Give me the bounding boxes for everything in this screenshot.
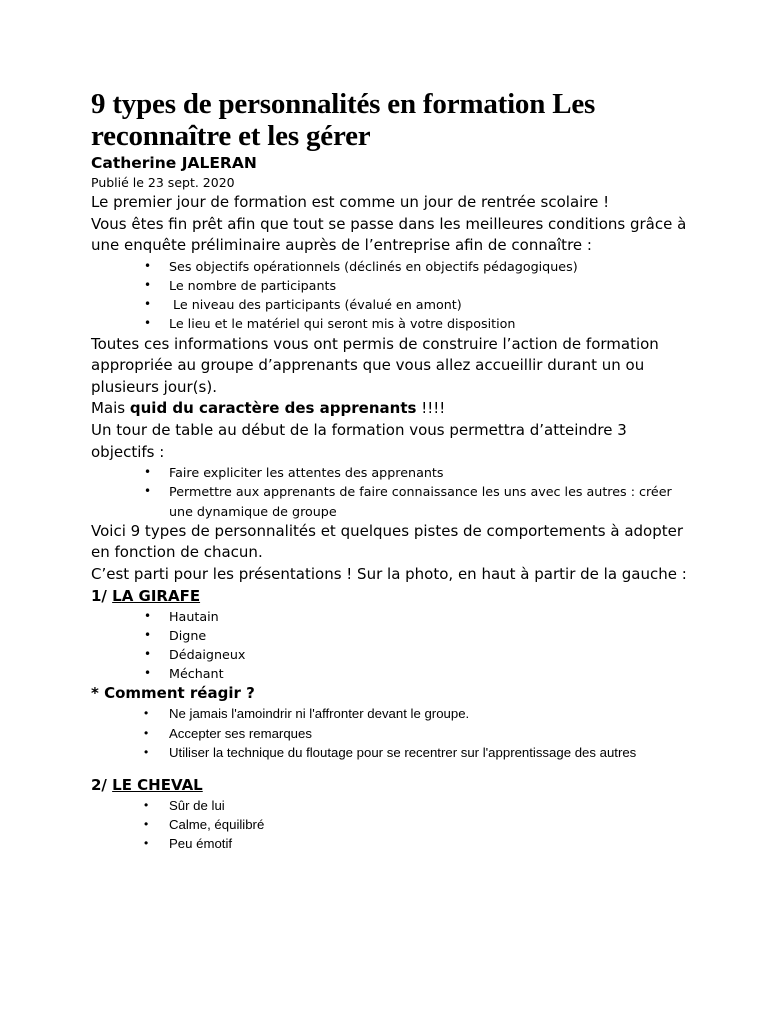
list-item: • Sûr de lui [144, 796, 691, 815]
paragraph-question: Mais quid du caractère des apprenants !!!! [91, 399, 446, 418]
list-item: • Dédaigneux [144, 645, 691, 664]
document-title: 9 types de personnalités en formation Les reconnaître et les gérer [91, 88, 596, 152]
react-heading: * Comment réagir ? [91, 684, 255, 703]
list-item: • Utiliser la technique du floutage pour se recentrer sur l'apprentissage des autres [144, 743, 691, 762]
list-item: • Calme, équilibré [144, 815, 691, 834]
list-item: • Peu émotif [144, 834, 691, 853]
list-item: • Digne [144, 626, 691, 645]
girafe-reactions-list [91, 704, 691, 762]
context-list [91, 257, 691, 334]
paragraph-photo: C’est parti pour les présentations ! Sur la photo, en haut à partir de la gauche : [91, 564, 687, 583]
intro-paragraph-1: Le premier jour de formation est comme un jour de rentrée scolaire ! [91, 193, 610, 211]
section-heading-girafe: 1/ LA GIRAFE [91, 586, 201, 605]
bold-phrase: quid du caractère des apprenants [129, 399, 417, 418]
spacer [91, 762, 691, 775]
list-item: • Le lieu et le matériel qui seront mis à votre disposition [144, 314, 691, 333]
publish-date: Publié le 23 sept. 2020 [91, 175, 235, 190]
list-item: • Permettre aux apprenants de faire connaissance les uns avec les autres : créer une dynamique de groupe [144, 482, 691, 520]
list-item: • Le nombre de participants [144, 276, 691, 295]
list-item: • Ne jamais l'amoindrir ni l'affronter devant le groupe. [144, 704, 691, 723]
list-item: • Hautain [144, 607, 691, 626]
author-name: Catherine JALERAN [91, 154, 257, 172]
cheval-traits-list [91, 796, 691, 854]
intro-paragraph-2: Vous êtes fin prêt afin que tout se passe dans les meilleures conditions grâce à une enquête préliminaire auprès de l’entreprise afin de connaître : [91, 214, 687, 255]
girafe-traits-list [91, 607, 691, 684]
list-item: • Le niveau des participants (évalué en amont) [144, 295, 691, 314]
paragraph-types: Voici 9 types de personnalités et quelques pistes de comportements à adopter en fonction de chacun. [91, 521, 684, 562]
section-heading-cheval: 2/ LE CHEVAL [91, 775, 203, 794]
paragraph-information: Toutes ces informations vous ont permis de construire l’action de formation appropriée au groupe d’apprenants que vous allez accueillir durant un ou plusieurs jour(s). [91, 334, 659, 396]
list-item: • Méchant [144, 664, 691, 683]
objectives-list [91, 463, 691, 521]
list-item: • Ses objectifs opérationnels (déclinés en objectifs pédagogiques) [144, 257, 691, 276]
paragraph-objectives: Un tour de table au début de la formation vous permettra d’atteindre 3 objectifs : [91, 420, 627, 461]
list-item: • Faire expliciter les attentes des apprenants [144, 463, 691, 482]
document-page [91, 88, 691, 854]
list-item: • Accepter ses remarques [144, 724, 691, 743]
